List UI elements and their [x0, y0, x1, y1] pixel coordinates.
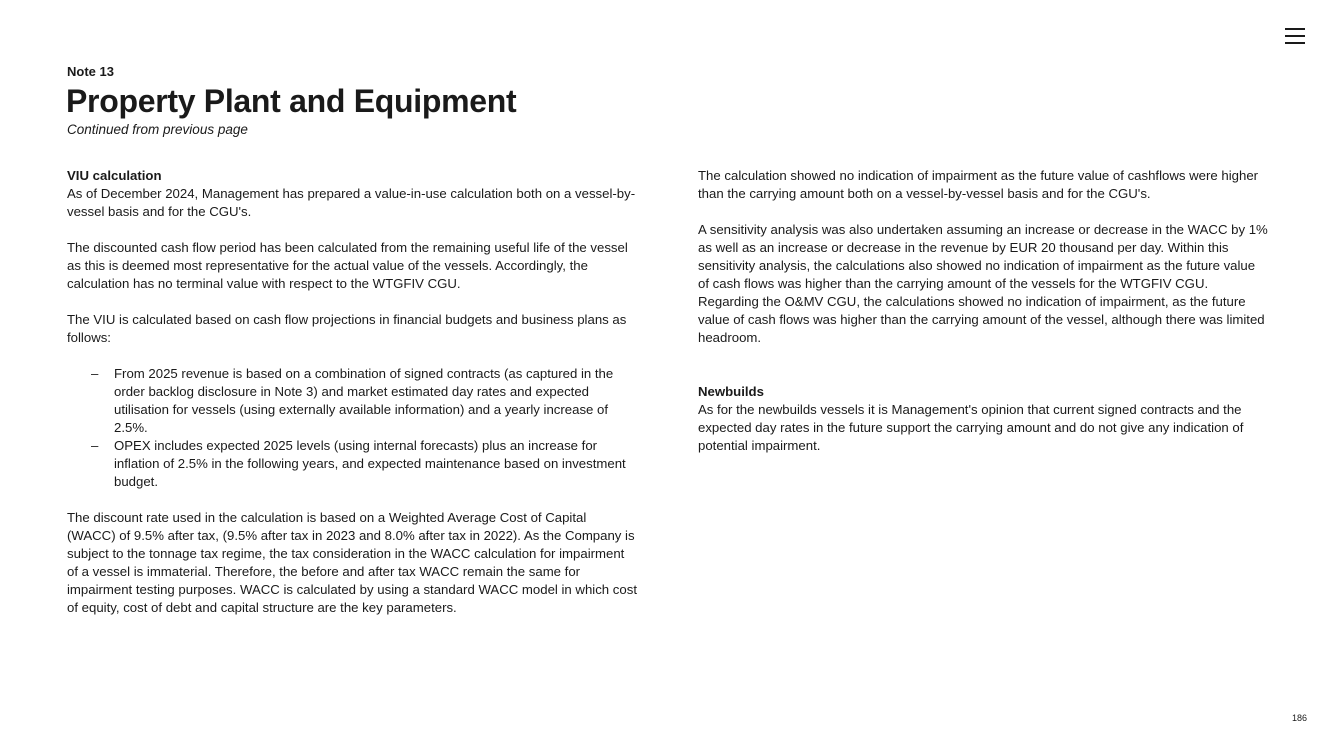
paragraph: The calculation showed no indication of impairment as the future value of cashflows were higher than the carrying amount both on a vessel-by-vessel basis and for the CGU's. [698, 168, 1259, 201]
paragraph: The discount rate used in the calculation is based on a Weighted Average Cost of Capital (WACC) of 9.5% after tax, (9.5% after tax in 2023 and 8.0% after tax in 2022). As the Company is subject to the tonnage tax regime, the tax consideration in the WACC calculation for impairment of a vessel is immaterial. Therefore, the before and after tax WACC remain the same for impairment testing purposes. WACC is calculated by using a standard WACC model in which cost of equity, cost of debt and capital structure are the key parameters. [67, 510, 637, 615]
list-item: – From 2025 revenue is based on a combination of signed contracts (as captured in the order backlog disclosure in Note 3) and market estimated day rates and expected utilisation for vessels (using externally available information) and a yearly increase of 2.5%. [114, 365, 637, 437]
paragraph: The discounted cash flow period has been calculated from the remaining useful life of the vessel as this is deemed most representative for the actual value of the vessels. Accordingly, the calculation has no terminal value with respect to the WTGFIV CGU. [67, 240, 628, 291]
left-column [67, 167, 637, 635]
menu-line [1285, 35, 1305, 37]
page-number: 186 [1291, 713, 1307, 723]
newbuilds-heading: Newbuilds [698, 384, 764, 399]
menu-line [1285, 28, 1305, 30]
viu-heading: VIU calculation [67, 168, 162, 183]
bullet-list [67, 365, 637, 491]
page-title: Property Plant and Equipment [66, 83, 517, 119]
hamburger-menu-icon[interactable] [1285, 27, 1307, 45]
list-item: – OPEX includes expected 2025 levels (using internal forecasts) plus an increase for inflation of 2.5% in the following years, and expected maintenance based on investment budget. [114, 437, 637, 491]
menu-line [1285, 42, 1305, 44]
paragraph: The VIU is calculated based on cash flow projections in financial budgets and business plans as follows: [67, 312, 627, 345]
paragraph: A sensitivity analysis was also undertaken assuming an increase or decrease in the WACC by 1% as well as an increase or decrease in the revenue by EUR 20 thousand per day. Within this sensitivity analysis, the calculations also showed no indication of impairment as the future value of cash flows was higher than the carrying amount of the vessels for the WTGFIV CGU. Regarding the O&MV CGU, the calculations showed no indication of impairment, as the future value of cash flows was higher than the carrying amount of the vessel, although there was limited headroom. [698, 222, 1268, 345]
paragraph: As of December 2024, Management has prepared a value-in-use calculation both on a vessel-by-vessel basis and for the CGU's. [67, 186, 636, 219]
note-label: Note 13 [67, 64, 114, 79]
right-column [698, 167, 1268, 473]
paragraph: As for the newbuilds vessels it is Management's opinion that current signed contracts and the expected day rates in the future support the carrying amount and do not give any indication of potential impairment. [698, 402, 1244, 453]
page-subtitle: Continued from previous page [67, 122, 248, 137]
